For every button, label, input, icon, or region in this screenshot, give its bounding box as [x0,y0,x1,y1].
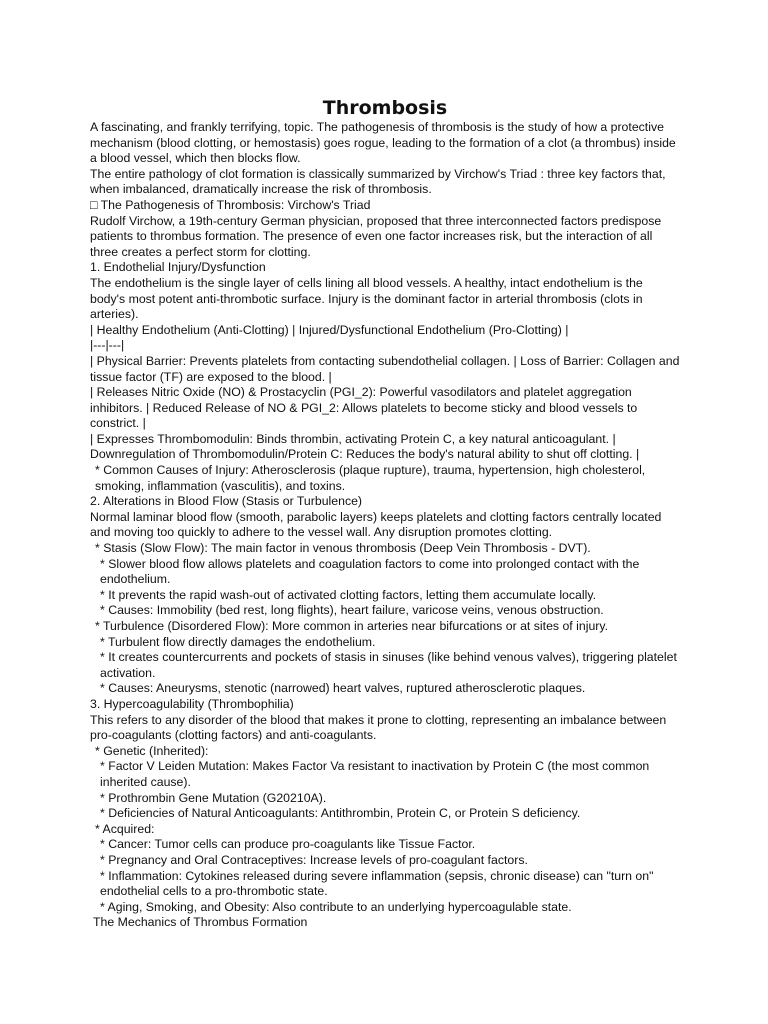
text-line: * Genetic (Inherited): [95,743,209,758]
text-line: □ The Pathogenesis of Thrombosis: Virchow's Triad [90,197,371,212]
text-line: * Turbulent flow directly damages the endothelium. [100,634,376,649]
text-line: | Expresses Thrombomodulin: Binds thrombin, activating Protein C, a key natural anticoagulant. | Downregulation of Thrombomodulin/Protein C: Reduces the body's natural ability to shut off clotting. | [90,431,640,462]
text-line: * Aging, Smoking, and Obesity: Also contribute to an underlying hypercoagulable state. [100,899,572,914]
text-line: * Causes: Aneurysms, stenotic (narrowed) heart valves, ruptured atherosclerotic plaques. [100,681,586,696]
text-line: * Inflammation: Cytokines released during severe inflammation (sepsis, chronic disease) can "turn on" endothelial cells to a pro-thrombotic state. [100,868,654,899]
text-line: 2. Alterations in Blood Flow (Stasis or Turbulence) [90,494,363,509]
text-line: * Slower blood flow allows platelets and coagulation factors to come into prolonged contact with the endothelium. [100,556,640,587]
text-line: * It creates countercurrents and pockets of stasis in sinuses (like behind venous valves), triggering platelet activation. [100,650,677,680]
text-line: * Turbulence (Disordered Flow): More common in arteries near bifurcations or at sites of injury. [95,619,609,633]
text-line: The endothelium is the single layer of cells lining all blood vessels. A healthy, intact endothelium is the body's most potent anti-thrombotic surface. Injury is the dominant factor in arterial thrombosis (clots in arteries). [90,275,643,322]
text-line: | Healthy Endothelium (Anti-Clotting) | Injured/Dysfunctional Endothelium (Pro-Clotting) | [90,322,569,337]
document-body [90,120,680,931]
document-content [90,96,680,931]
text-line: * Prothrombin Gene Mutation (G20210A). [100,790,327,805]
text-line: This refers to any disorder of the blood that makes it prone to clotting, representing an imbalance between pro-coagulants (clotting factors) and anti-coagulants. [90,712,667,743]
text-line: The entire pathology of clot formation is classically summarized by Virchow's Triad : three key factors that, when imbalanced, dramatically increase the risk of thrombosis. [90,166,666,197]
text-line: The Mechanics of Thrombus Formation [93,915,308,930]
page-title: Thrombosis [322,97,448,119]
text-line: | Releases Nitric Oxide (NO) & Prostacyclin (PGI_2): Powerful vasodilators and platelet aggregation inhibitors. | Reduced Release of NO & PGI_2: Allows platelets to become sticky and blood vessels to constrict. | [90,385,638,431]
text-line: * Pregnancy and Oral Contraceptives: Increase levels of pro-coagulant factors. [100,852,528,867]
text-line: |---|---| [90,338,125,353]
text-line: * It prevents the rapid wash-out of activated clotting factors, letting them accumulate locally. [100,587,596,602]
text-line: 1. Endothelial Injury/Dysfunction [90,260,266,275]
text-line: Normal laminar blood flow (smooth, parabolic layers) keeps platelets and clotting factors centrally located and moving too quickly to adhere to the vessel wall. Any disruption promotes clotting. [90,509,662,540]
text-line: * Common Causes of Injury: Atherosclerosis (plaque rupture), trauma, hypertension, high cholesterol, smoking, inflammation (vasculitis), and toxins. [95,463,646,493]
text-line: * Acquired: [95,821,155,836]
text-line: * Factor V Leiden Mutation: Makes Factor Va resistant to inactivation by Protein C (the most common inherited cause). [100,759,650,789]
text-line: * Deficiencies of Natural Anticoagulants: Antithrombin, Protein C, or Protein S deficiency. [100,806,581,821]
text-line: * Stasis (Slow Flow): The main factor in venous thrombosis (Deep Vein Thrombosis - DVT). [95,541,591,556]
text-line: * Causes: Immobility (bed rest, long flights), heart failure, varicose veins, venous obstruction. [100,603,604,618]
text-line: | Physical Barrier: Prevents platelets from contacting subendothelial collagen. | Loss of Barrier: Collagen and tissue factor (TF) are exposed to the blood. | [90,353,680,384]
text-line: Rudolf Virchow, a 19th-century German physician, proposed that three interconnected factors predispose patients to thrombus formation. The presence of even one factor increases risk, but the interaction of all three creates a perfect storm for clotting. [90,213,662,259]
text-line: 3. Hypercoagulability (Thrombophilia) [90,696,294,711]
text-line: * Cancer: Tumor cells can produce pro-coagulants like Tissue Factor. [100,837,476,852]
text-line: A fascinating, and frankly terrifying, topic. The pathogenesis of thrombosis is the study of how a protective mechanism (blood clotting, or hemostasis) goes rogue, leading to the formation of a clot (a thrombus) inside a blood vessel, which then blocks flow. [90,120,676,166]
